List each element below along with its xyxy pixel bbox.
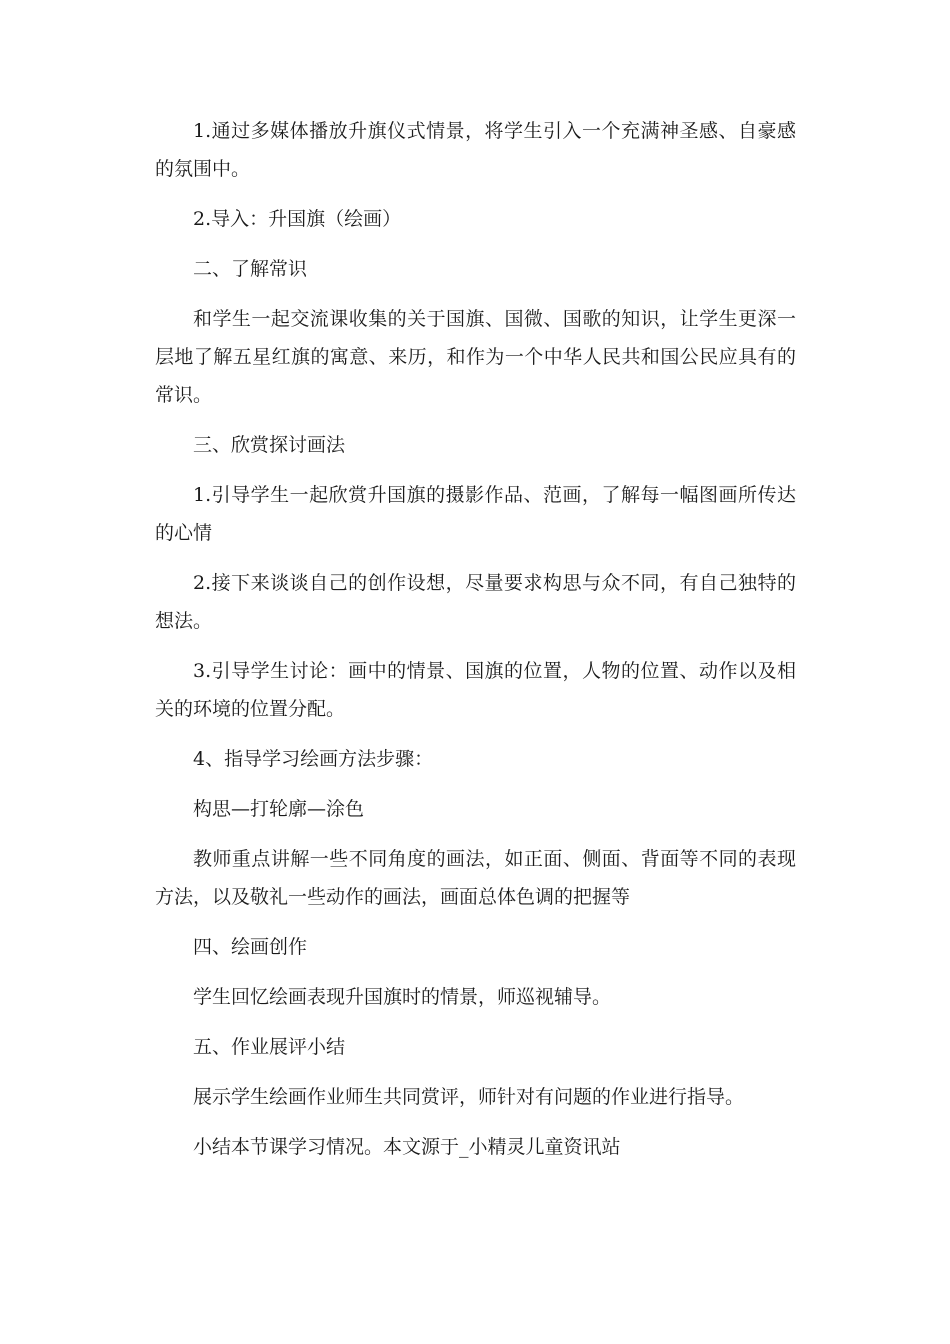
paragraph-appreciate-works: 1.引导学生一起欣赏升国旗的摄影作品、范画，了解每一幅图画所传达的心情 — [155, 484, 796, 544]
paragraph-teacher-explanation: 教师重点讲解一些不同角度的画法，如正面、侧面、背面等不同的表现方法，以及敬礼一些动作的画法，画面总体色调的把握等 — [155, 848, 796, 908]
paragraph-work-exhibition: 展示学生绘画作业师生共同赏评，师针对有问题的作业进行指导。 — [193, 1086, 745, 1108]
paragraph-common-knowledge: 和学生一起交流课收集的关于国旗、国微、国歌的知识，让学生更深一层地了解五星红旗的寓意、来历，和作为一个中华人民共和国公民应具有的常识。 — [155, 308, 796, 406]
paragraph-discussion: 3.引导学生讨论：画中的情景、国旗的位置，人物的位置、动作以及相关的环境的位置分配。 — [155, 660, 796, 720]
paragraph-intro-lead-in: 2.导入：升国旗（绘画） — [193, 208, 402, 230]
paragraph-drawing-creation: 学生回忆绘画表现升国旗时的情景，师巡视辅导。 — [193, 986, 612, 1008]
section-heading-3: 三、欣赏探讨画法 — [193, 434, 346, 456]
paragraph-drawing-steps: 4、指导学习绘画方法步骤： — [193, 748, 434, 770]
section-heading-2: 二、了解常识 — [193, 258, 308, 280]
paragraph-intro-multimedia: 1.通过多媒体播放升旗仪式情景，将学生引入一个充满神圣感、自豪感的氛围中。 — [155, 120, 796, 180]
paragraph-summary: 小结本节课学习情况。本文源于_小精灵儿童资讯站 — [193, 1136, 621, 1158]
paragraph-steps-sequence: 构思—打轮廓—涂色 — [193, 798, 365, 820]
section-heading-5: 五、作业展评小结 — [193, 1036, 346, 1058]
paragraph-creative-ideas: 2.接下来谈谈自己的创作设想，尽量要求构思与众不同，有自己独特的想法。 — [155, 572, 796, 632]
document-body — [155, 112, 796, 1178]
section-heading-4: 四、绘画创作 — [193, 936, 308, 958]
